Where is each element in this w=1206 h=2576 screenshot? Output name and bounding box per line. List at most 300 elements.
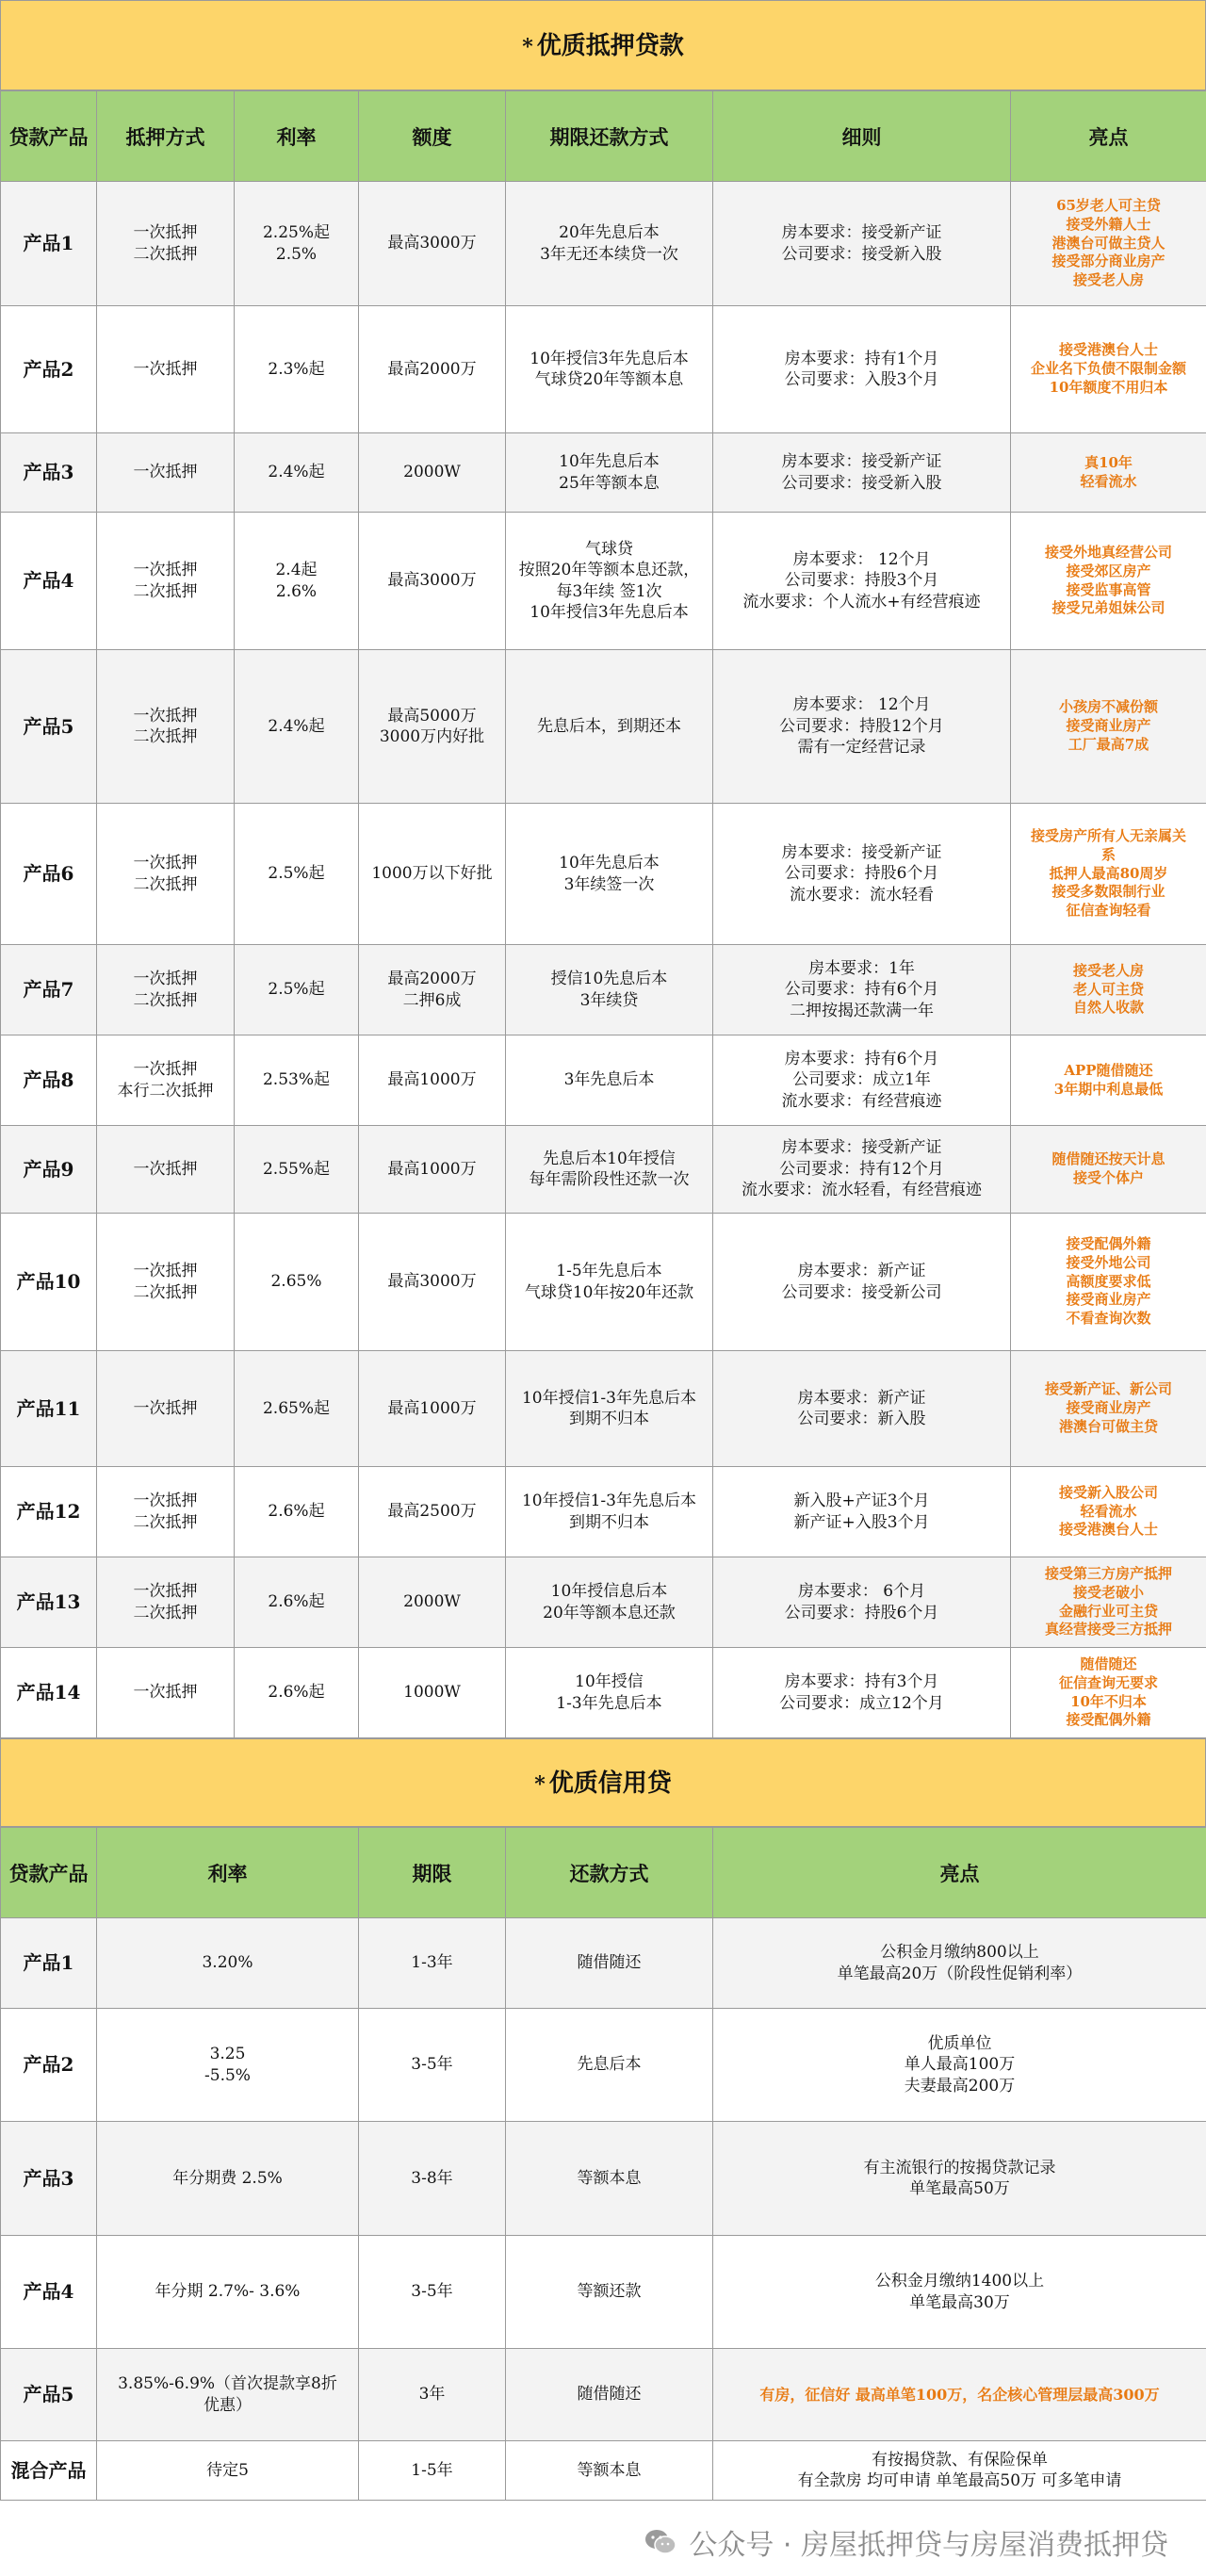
cell-line: 3000万内好批 xyxy=(363,726,501,747)
amount-cell xyxy=(359,433,506,513)
amount-cell xyxy=(359,182,506,306)
cell-line: 接受外籍人士 xyxy=(1015,216,1202,235)
cell-line: 2000W xyxy=(363,462,501,482)
cell-line: APP随借随还 xyxy=(1015,1062,1202,1081)
cell-line: 最高2000万 xyxy=(363,969,501,989)
repay-cell: 先息后本 xyxy=(506,2009,713,2122)
cell-line: 1000W xyxy=(363,1682,501,1703)
rules-cell xyxy=(713,1467,1011,1557)
cell-line: 3年先息后本 xyxy=(510,1069,709,1090)
cell-line: 2.6%起 xyxy=(238,1501,354,1522)
table-row xyxy=(1,1557,1206,1648)
term-cell xyxy=(506,1351,713,1467)
rules-cell xyxy=(713,650,1011,804)
cell-line: 有按揭贷款、有保险保单 xyxy=(717,2450,1202,2470)
rate-cell xyxy=(235,1467,359,1557)
cell-line: 公司要求：持有6个月 xyxy=(717,979,1006,1000)
amount-cell xyxy=(359,1467,506,1557)
cell-line: 一次抵押 xyxy=(101,706,230,726)
cell-line: 真经营接受三方抵押 xyxy=(1015,1621,1202,1639)
cell-line: 有全款房 均可申请 单笔最高50万 可多笔申请 xyxy=(717,2470,1202,2491)
cell-line: 流水要求：有经营痕迹 xyxy=(717,1091,1006,1112)
rate-cell xyxy=(235,650,359,804)
cell-line: 优惠） xyxy=(101,2395,354,2416)
table-row xyxy=(1,1351,1206,1467)
amount-cell xyxy=(359,1351,506,1467)
method-cell xyxy=(97,306,235,433)
cell-line: 3年无还本续贷一次 xyxy=(510,244,709,265)
col-header: 贷款产品 xyxy=(1,91,97,182)
method-cell xyxy=(97,650,235,804)
product-cell: 产品10 xyxy=(1,1214,97,1351)
cell-line: 公司要求：持股12个月 xyxy=(717,716,1006,737)
cell-line: 一次抵押 xyxy=(101,222,230,243)
cell-line: 2.6%起 xyxy=(238,1591,354,1612)
cell-line: 3.25 xyxy=(101,2044,354,2064)
highlight-cell xyxy=(1011,1648,1206,1738)
col-header: 贷款产品 xyxy=(1,1828,97,1918)
cell-line: 房本要求： 12个月 xyxy=(717,694,1006,715)
cell-line: 最高5000万 xyxy=(363,706,501,726)
cell-line: 每年需阶段性还款一次 xyxy=(510,1169,709,1190)
term-cell: 1-5年 xyxy=(359,2441,506,2501)
cell-line: 一次抵押 xyxy=(101,560,230,580)
cell-line: 待定5 xyxy=(101,2460,354,2481)
cell-line: 港澳台可做主贷 xyxy=(1015,1418,1202,1437)
cell-line: 10年授信 xyxy=(510,1671,709,1692)
cell-line: 20年先息后本 xyxy=(510,222,709,243)
cell-line: 随借随还按天计息 xyxy=(1015,1150,1202,1169)
col-header: 期限 xyxy=(359,1828,506,1918)
cell-line: 公积金月缴纳800以上 xyxy=(717,1942,1202,1963)
cell-line: 二次抵押 xyxy=(101,874,230,895)
table-row xyxy=(1,2236,1206,2349)
cell-line: 接受港澳台人士 xyxy=(1015,341,1202,360)
table-row xyxy=(1,1126,1206,1214)
cell-line: 轻看流水 xyxy=(1015,473,1202,492)
rate-cell xyxy=(235,1557,359,1648)
cell-line: 公司要求：持股6个月 xyxy=(717,863,1006,884)
amount-cell xyxy=(359,513,506,650)
term-cell: 3-5年 xyxy=(359,2009,506,2122)
rate-cell xyxy=(97,2009,359,2122)
product-cell: 产品4 xyxy=(1,513,97,650)
cell-line: 优质单位 xyxy=(717,2033,1202,2054)
rate-cell xyxy=(97,2349,359,2441)
rate-cell xyxy=(235,306,359,433)
cell-line: 新产证+入股3个月 xyxy=(717,1512,1006,1533)
cell-line: 接受商业房产 xyxy=(1015,1291,1202,1310)
product-cell: 产品1 xyxy=(1,182,97,306)
product-cell: 产品3 xyxy=(1,433,97,513)
cell-line: 最高2000万 xyxy=(363,359,501,380)
cell-line: 接受外地公司 xyxy=(1015,1254,1202,1273)
cell-line: 接受部分商业房产 xyxy=(1015,253,1202,271)
cell-line: 公司要求：入股3个月 xyxy=(717,369,1006,390)
cell-line: 一次抵押 xyxy=(101,853,230,873)
table-row xyxy=(1,182,1206,306)
col-header: 还款方式 xyxy=(506,1828,713,1918)
amount-cell xyxy=(359,1126,506,1214)
term-cell xyxy=(506,650,713,804)
col-header: 亮点 xyxy=(1011,91,1206,182)
method-cell xyxy=(97,1214,235,1351)
cell-line: 1-3年先息后本 xyxy=(510,1693,709,1714)
highlight-cell xyxy=(1011,306,1206,433)
cell-line: 2.5%起 xyxy=(238,863,354,884)
mortgage-header-row xyxy=(1,91,1206,182)
repay-cell: 等额本息 xyxy=(506,2441,713,2501)
highlight-cell xyxy=(713,1918,1206,2009)
rate-cell xyxy=(235,1351,359,1467)
cell-line: 2.4起 xyxy=(238,560,354,580)
term-cell xyxy=(506,1214,713,1351)
cell-line: 1-5年先息后本 xyxy=(510,1261,709,1281)
cell-line: 流水要求：流水轻看，有经营痕迹 xyxy=(717,1180,1006,1200)
cell-line: 公司要求：成立1年 xyxy=(717,1069,1006,1090)
cell-line: 企业名下负债不限制金额 xyxy=(1015,360,1202,379)
rules-cell xyxy=(713,433,1011,513)
product-cell: 混合产品 xyxy=(1,2441,97,2501)
cell-line: 接受配偶外籍 xyxy=(1015,1711,1202,1730)
cell-line: 接受港澳台人士 xyxy=(1015,1521,1202,1540)
amount-cell xyxy=(359,1557,506,1648)
highlight-cell xyxy=(1011,1214,1206,1351)
product-cell: 产品3 xyxy=(1,2122,97,2236)
highlight-cell xyxy=(1011,1557,1206,1648)
cell-line: 接受房产所有人无亲属关 xyxy=(1015,827,1202,846)
cell-line: 2.5%起 xyxy=(238,979,354,1000)
highlight-cell xyxy=(1011,1126,1206,1214)
rules-cell xyxy=(713,1557,1011,1648)
table-row xyxy=(1,804,1206,945)
cell-line: 最高3000万 xyxy=(363,233,501,253)
cell-line: 10年授信3年先息后本 xyxy=(510,602,709,623)
highlight-cell xyxy=(713,2349,1206,2441)
table-row xyxy=(1,1648,1206,1738)
cell-line: 先息后本，到期还本 xyxy=(510,716,709,737)
table-row xyxy=(1,2122,1206,2236)
wechat-icon xyxy=(644,2528,677,2556)
product-cell: 产品6 xyxy=(1,804,97,945)
cell-line: 2.65% xyxy=(238,1271,354,1292)
rate-cell xyxy=(235,1126,359,1214)
cell-line: 高额度要求低 xyxy=(1015,1273,1202,1292)
rules-cell xyxy=(713,1035,1011,1126)
term-cell xyxy=(506,804,713,945)
method-cell xyxy=(97,1351,235,1467)
amount-cell xyxy=(359,804,506,945)
rules-cell xyxy=(713,945,1011,1035)
cell-line: 公司要求：新入股 xyxy=(717,1409,1006,1429)
rate-cell xyxy=(235,513,359,650)
cell-line: 2.6% xyxy=(238,581,354,602)
cell-line: 一次抵押 xyxy=(101,1682,230,1703)
cell-line: 房本要求：新产证 xyxy=(717,1261,1006,1281)
credit-title: 优质信用贷 xyxy=(549,1769,672,1798)
cell-line: 房本要求：持有1个月 xyxy=(717,349,1006,369)
cell-line: 一次抵押 xyxy=(101,1398,230,1419)
cell-line: 2.65%起 xyxy=(238,1398,354,1419)
cell-line: 新入股+产证3个月 xyxy=(717,1491,1006,1511)
product-cell: 产品13 xyxy=(1,1557,97,1648)
amount-cell xyxy=(359,1035,506,1126)
cell-line: 接受商业房产 xyxy=(1015,717,1202,736)
repay-cell: 等额还款 xyxy=(506,2236,713,2349)
method-cell xyxy=(97,182,235,306)
method-cell xyxy=(97,804,235,945)
cell-line: 一次抵押 xyxy=(101,462,230,482)
cell-line: 接受老破小 xyxy=(1015,1584,1202,1603)
cell-line: 25年等额本息 xyxy=(510,473,709,494)
term-cell xyxy=(506,945,713,1035)
product-cell: 产品8 xyxy=(1,1035,97,1126)
cell-line: 2.25%起 xyxy=(238,222,354,243)
credit-table xyxy=(0,1827,1206,2501)
term-cell xyxy=(506,1035,713,1126)
cell-line: 工厂最高7成 xyxy=(1015,736,1202,755)
cell-line: 港澳台可做主贷人 xyxy=(1015,235,1202,253)
term-cell xyxy=(506,306,713,433)
cell-line: 到期不归本 xyxy=(510,1512,709,1533)
rate-cell xyxy=(97,2122,359,2236)
cell-line: 3年续贷 xyxy=(510,990,709,1011)
cell-line: 65岁老人可主贷 xyxy=(1015,197,1202,216)
cell-line: 接受商业房产 xyxy=(1015,1399,1202,1418)
term-cell xyxy=(506,1126,713,1214)
star-icon: * xyxy=(522,35,533,59)
cell-line: 接受新入股公司 xyxy=(1015,1484,1202,1503)
cell-line: 有主流银行的按揭贷款记录 xyxy=(717,2158,1202,2178)
cell-line: 2.5% xyxy=(238,244,354,265)
cell-line: 10年不归本 xyxy=(1015,1693,1202,1712)
cell-line: 最高2500万 xyxy=(363,1501,501,1522)
cell-line: 金融行业可主贷 xyxy=(1015,1603,1202,1622)
rules-cell xyxy=(713,1351,1011,1467)
cell-line: 3.85%-6.9%（首次提款享8折 xyxy=(101,2373,354,2394)
cell-line: 接受郊区房产 xyxy=(1015,562,1202,581)
table-row xyxy=(1,2441,1206,2501)
rate-cell xyxy=(97,2236,359,2349)
cell-line: 1000万以下好批 xyxy=(363,863,501,884)
cell-line: 二次抵押 xyxy=(101,990,230,1011)
method-cell xyxy=(97,1648,235,1738)
cell-line: 10年先息后本 xyxy=(510,451,709,472)
highlight-cell xyxy=(1011,804,1206,945)
cell-line: 接受配偶外籍 xyxy=(1015,1235,1202,1254)
cell-line: 一次抵押 xyxy=(101,1059,230,1080)
mortgage-title: 优质抵押贷款 xyxy=(537,32,684,60)
highlight-cell xyxy=(713,2009,1206,2122)
cell-line: 公司要求：持股3个月 xyxy=(717,570,1006,591)
table-row xyxy=(1,2349,1206,2441)
cell-line: 2.53%起 xyxy=(238,1069,354,1090)
cell-line: 最高1000万 xyxy=(363,1398,501,1419)
cell-line: 最高1000万 xyxy=(363,1069,501,1090)
term-cell: 1-3年 xyxy=(359,1918,506,2009)
rules-cell xyxy=(713,1648,1011,1738)
product-cell: 产品4 xyxy=(1,2236,97,2349)
cell-line: 单笔最高50万 xyxy=(717,2178,1202,2199)
rate-cell xyxy=(235,433,359,513)
cell-line: 10年先息后本 xyxy=(510,853,709,873)
repay-cell: 随借随还 xyxy=(506,2349,713,2441)
cell-line: 2.3%起 xyxy=(238,359,354,380)
cell-line: 本行二次抵押 xyxy=(101,1081,230,1101)
cell-line: 需有一定经营记录 xyxy=(717,737,1006,758)
cell-line: 公司要求：成立12个月 xyxy=(717,1693,1006,1714)
cell-line: 10年授信1-3年先息后本 xyxy=(510,1491,709,1511)
cell-line: 不看查询次数 xyxy=(1015,1310,1202,1329)
cell-line: 接受外地真经营公司 xyxy=(1015,544,1202,562)
term-cell xyxy=(506,182,713,306)
repay-cell: 随借随还 xyxy=(506,1918,713,2009)
cell-line: 系 xyxy=(1015,846,1202,865)
rate-cell xyxy=(235,1214,359,1351)
amount-cell xyxy=(359,1214,506,1351)
cell-line: 2000W xyxy=(363,1591,501,1612)
highlight-cell xyxy=(1011,945,1206,1035)
cell-line: 按照20年等额本息还款， xyxy=(510,560,709,580)
product-cell: 产品2 xyxy=(1,306,97,433)
table-row xyxy=(1,1035,1206,1126)
col-header: 额度 xyxy=(359,91,506,182)
cell-line: 接受个体户 xyxy=(1015,1169,1202,1188)
cell-line: 公司要求：持有12个月 xyxy=(717,1159,1006,1180)
cell-line: -5.5% xyxy=(101,2065,354,2086)
cell-line: 每3年续 签1次 xyxy=(510,581,709,602)
cell-line: 3.20% xyxy=(101,1952,354,1973)
cell-line: 最高3000万 xyxy=(363,1271,501,1292)
rate-cell xyxy=(97,2441,359,2501)
col-header: 利率 xyxy=(235,91,359,182)
cell-line: 接受新产证、新公司 xyxy=(1015,1380,1202,1399)
method-cell xyxy=(97,433,235,513)
credit-title-bar xyxy=(0,1738,1206,1827)
cell-line: 抵押人最高80周岁 xyxy=(1015,865,1202,884)
method-cell xyxy=(97,513,235,650)
highlight-cell xyxy=(713,2236,1206,2349)
cell-line: 房本要求：新产证 xyxy=(717,1388,1006,1409)
cell-line: 房本要求：接受新产证 xyxy=(717,1137,1006,1158)
rules-cell xyxy=(713,182,1011,306)
cell-line: 一次抵押 xyxy=(101,1261,230,1281)
cell-line: 2.6%起 xyxy=(238,1682,354,1703)
cell-line: 房本要求：1年 xyxy=(717,958,1006,979)
table-row xyxy=(1,1214,1206,1351)
cell-line: 真10年 xyxy=(1015,454,1202,473)
cell-line: 二次抵押 xyxy=(101,1282,230,1303)
cell-line: 气球贷 xyxy=(510,539,709,560)
cell-line: 10年额度不用归本 xyxy=(1015,379,1202,398)
cell-line: 房本要求： 12个月 xyxy=(717,549,1006,570)
cell-line: 3年续签一次 xyxy=(510,874,709,895)
product-cell: 产品12 xyxy=(1,1467,97,1557)
cell-line: 10年授信3年先息后本 xyxy=(510,349,709,369)
cell-line: 随借随还 xyxy=(1015,1655,1202,1674)
cell-line: 公司要求：接受新入股 xyxy=(717,244,1006,265)
cell-line: 征信查询轻看 xyxy=(1015,902,1202,921)
cell-line: 二次抵押 xyxy=(101,1603,230,1623)
method-cell xyxy=(97,1035,235,1126)
cell-line: 自然人收款 xyxy=(1015,999,1202,1018)
col-header: 抵押方式 xyxy=(97,91,235,182)
highlight-cell xyxy=(1011,1035,1206,1126)
highlight-cell xyxy=(1011,1351,1206,1467)
cell-line: 一次抵押 xyxy=(101,1159,230,1180)
cell-line: 一次抵押 xyxy=(101,359,230,380)
cell-line: 房本要求：持有6个月 xyxy=(717,1049,1006,1069)
table-row xyxy=(1,945,1206,1035)
highlight-cell xyxy=(1011,650,1206,804)
watermark-text: 公众号 · 房屋抵押贷与房屋消费抵押贷 xyxy=(689,2521,1168,2563)
method-cell xyxy=(97,945,235,1035)
amount-cell xyxy=(359,945,506,1035)
cell-line: 征信查询无要求 xyxy=(1015,1674,1202,1693)
highlight-cell xyxy=(1011,513,1206,650)
cell-line: 二押6成 xyxy=(363,990,501,1011)
cell-line: 轻看流水 xyxy=(1015,1503,1202,1522)
method-cell xyxy=(97,1126,235,1214)
col-header: 利率 xyxy=(97,1828,359,1918)
cell-line: 老人可主贷 xyxy=(1015,981,1202,1000)
product-cell: 产品2 xyxy=(1,2009,97,2122)
cell-line: 有房，征信好 最高单笔100万，名企核心管理层最高300万 xyxy=(717,2385,1202,2405)
cell-line: 3年期中利息最低 xyxy=(1015,1081,1202,1100)
term-cell xyxy=(506,513,713,650)
footer xyxy=(0,2501,1206,2576)
method-cell xyxy=(97,1467,235,1557)
cell-line: 二次抵押 xyxy=(101,1512,230,1533)
cell-line: 接受第三方房产抵押 xyxy=(1015,1565,1202,1584)
term-cell xyxy=(506,1648,713,1738)
table-row xyxy=(1,650,1206,804)
cell-line: 公司要求：持股6个月 xyxy=(717,1603,1006,1623)
rate-cell xyxy=(97,1918,359,2009)
rate-cell xyxy=(235,945,359,1035)
product-cell: 产品5 xyxy=(1,650,97,804)
cell-line: 先息后本10年授信 xyxy=(510,1149,709,1169)
col-header: 期限还款方式 xyxy=(506,91,713,182)
cell-line: 授信10先息后本 xyxy=(510,969,709,989)
amount-cell xyxy=(359,306,506,433)
cell-line: 年分期费 2.5% xyxy=(101,2168,354,2189)
cell-line: 房本要求：接受新产证 xyxy=(717,451,1006,472)
cell-line: 气球贷10年按20年还款 xyxy=(510,1282,709,1303)
product-cell: 产品1 xyxy=(1,1918,97,2009)
cell-line: 二次抵押 xyxy=(101,244,230,265)
product-cell: 产品7 xyxy=(1,945,97,1035)
cell-line: 10年授信1-3年先息后本 xyxy=(510,1388,709,1409)
cell-line: 气球贷20年等额本息 xyxy=(510,369,709,390)
cell-line: 房本要求：接受新产证 xyxy=(717,842,1006,863)
cell-line: 公司要求：接受新入股 xyxy=(717,473,1006,494)
rate-cell xyxy=(235,182,359,306)
method-cell xyxy=(97,1557,235,1648)
term-cell xyxy=(506,1557,713,1648)
cell-line: 一次抵押 xyxy=(101,1491,230,1511)
col-header: 亮点 xyxy=(713,1828,1206,1918)
mortgage-table xyxy=(0,90,1206,1738)
highlight-cell xyxy=(1011,182,1206,306)
cell-line: 10年授信息后本 xyxy=(510,1581,709,1602)
cell-line: 一次抵押 xyxy=(101,969,230,989)
amount-cell xyxy=(359,1648,506,1738)
cell-line: 接受老人房 xyxy=(1015,271,1202,290)
cell-line: 2.4%起 xyxy=(238,462,354,482)
cell-line: 二次抵押 xyxy=(101,726,230,747)
cell-line: 房本要求：接受新产证 xyxy=(717,222,1006,243)
